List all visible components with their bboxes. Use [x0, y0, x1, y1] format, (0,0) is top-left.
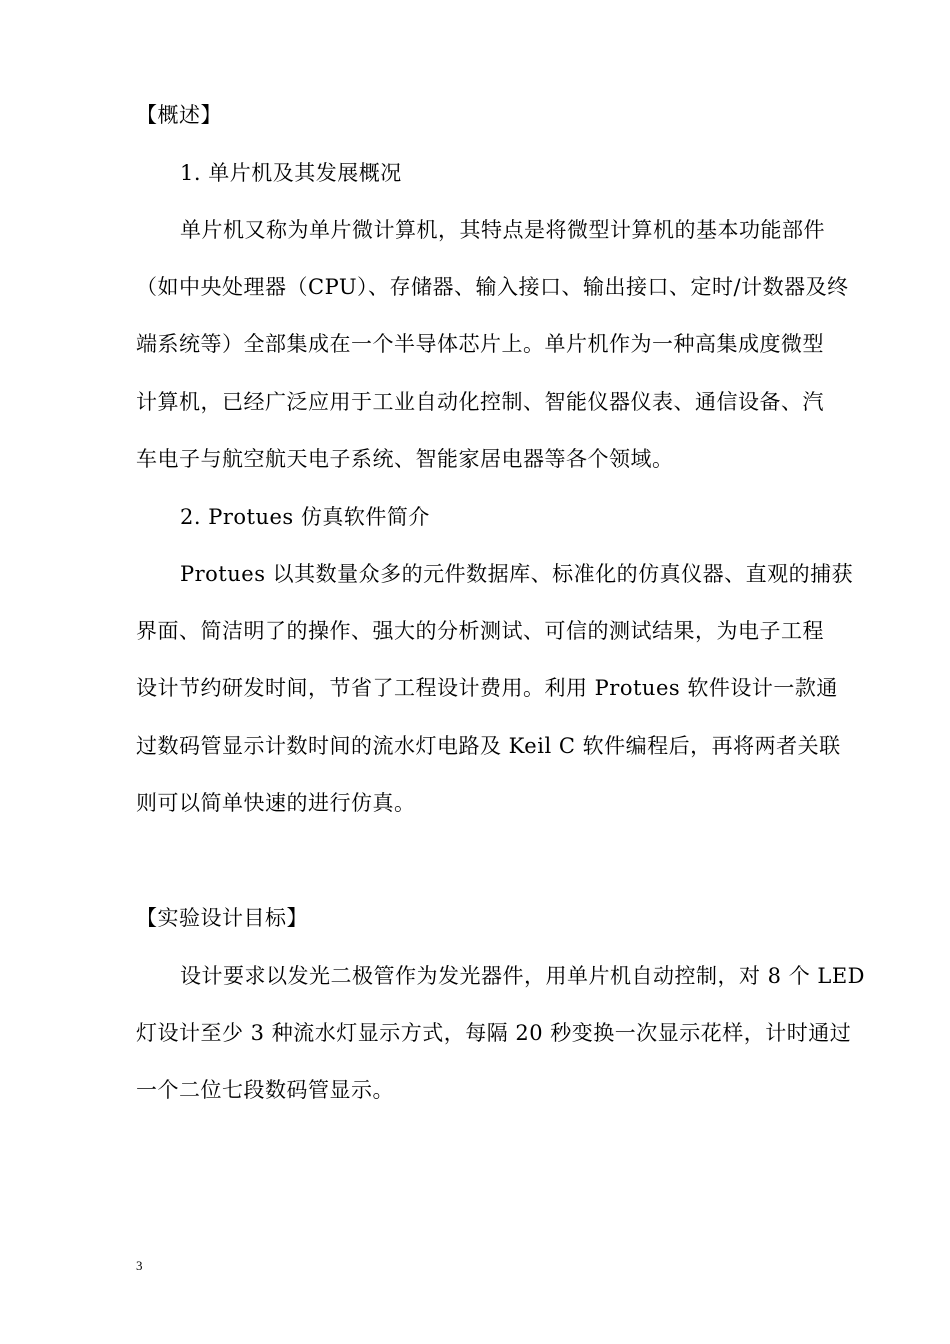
paragraph-line: 灯设计至少 3 种流水灯显示方式，每隔 20 秒变换一次显示花样，计时通过 [136, 1021, 852, 1045]
paragraph-line: 端系统等）全部集成在一个半导体芯片上。单片机作为一种高集成度微型 [136, 332, 824, 356]
paragraph-line: 车电子与航空航天电子系统、智能家居电器等各个领域。 [136, 447, 674, 471]
paragraph-line: 设计节约研发时间，节省了工程设计费用。利用 Protues 软件设计一款通 [136, 676, 838, 700]
paragraph-line: 则可以简单快速的进行仿真。 [136, 791, 416, 815]
page-number: 3 [136, 1258, 143, 1273]
paragraph-line: （如中央处理器（CPU）、存储器、输入接口、输出接口、定时/计数器及终 [136, 275, 849, 299]
paragraph-line: Protues 以其数量众多的元件数据库、标准化的仿真仪器、直观的捕获 [180, 562, 854, 586]
paragraph-line: 设计要求以发光二极管作为发光器件，用单片机自动控制，对 8 个 LED [180, 964, 865, 988]
paragraph-line: 单片机又称为单片微计算机，其特点是将微型计算机的基本功能部件 [180, 218, 825, 242]
subsection-title-protues: 2. Protues 仿真软件简介 [180, 505, 430, 529]
section-heading-design-goal: 【实验设计目标】 [136, 906, 308, 930]
paragraph-line: 界面、简洁明了的操作、强大的分析测试、可信的测试结果，为电子工程 [136, 619, 824, 643]
paragraph-line: 计算机，已经广泛应用于工业自动化控制、智能仪器仪表、通信设备、汽 [136, 390, 824, 414]
paragraph-line: 过数码管显示计数时间的流水灯电路及 Keil C 软件编程后，再将两者关联 [136, 734, 841, 758]
paragraph-line: 一个二位七段数码管显示。 [136, 1078, 394, 1102]
section-heading-overview: 【概述】 [136, 103, 222, 127]
subsection-title-mcu: 1. 单片机及其发展概况 [180, 161, 402, 185]
